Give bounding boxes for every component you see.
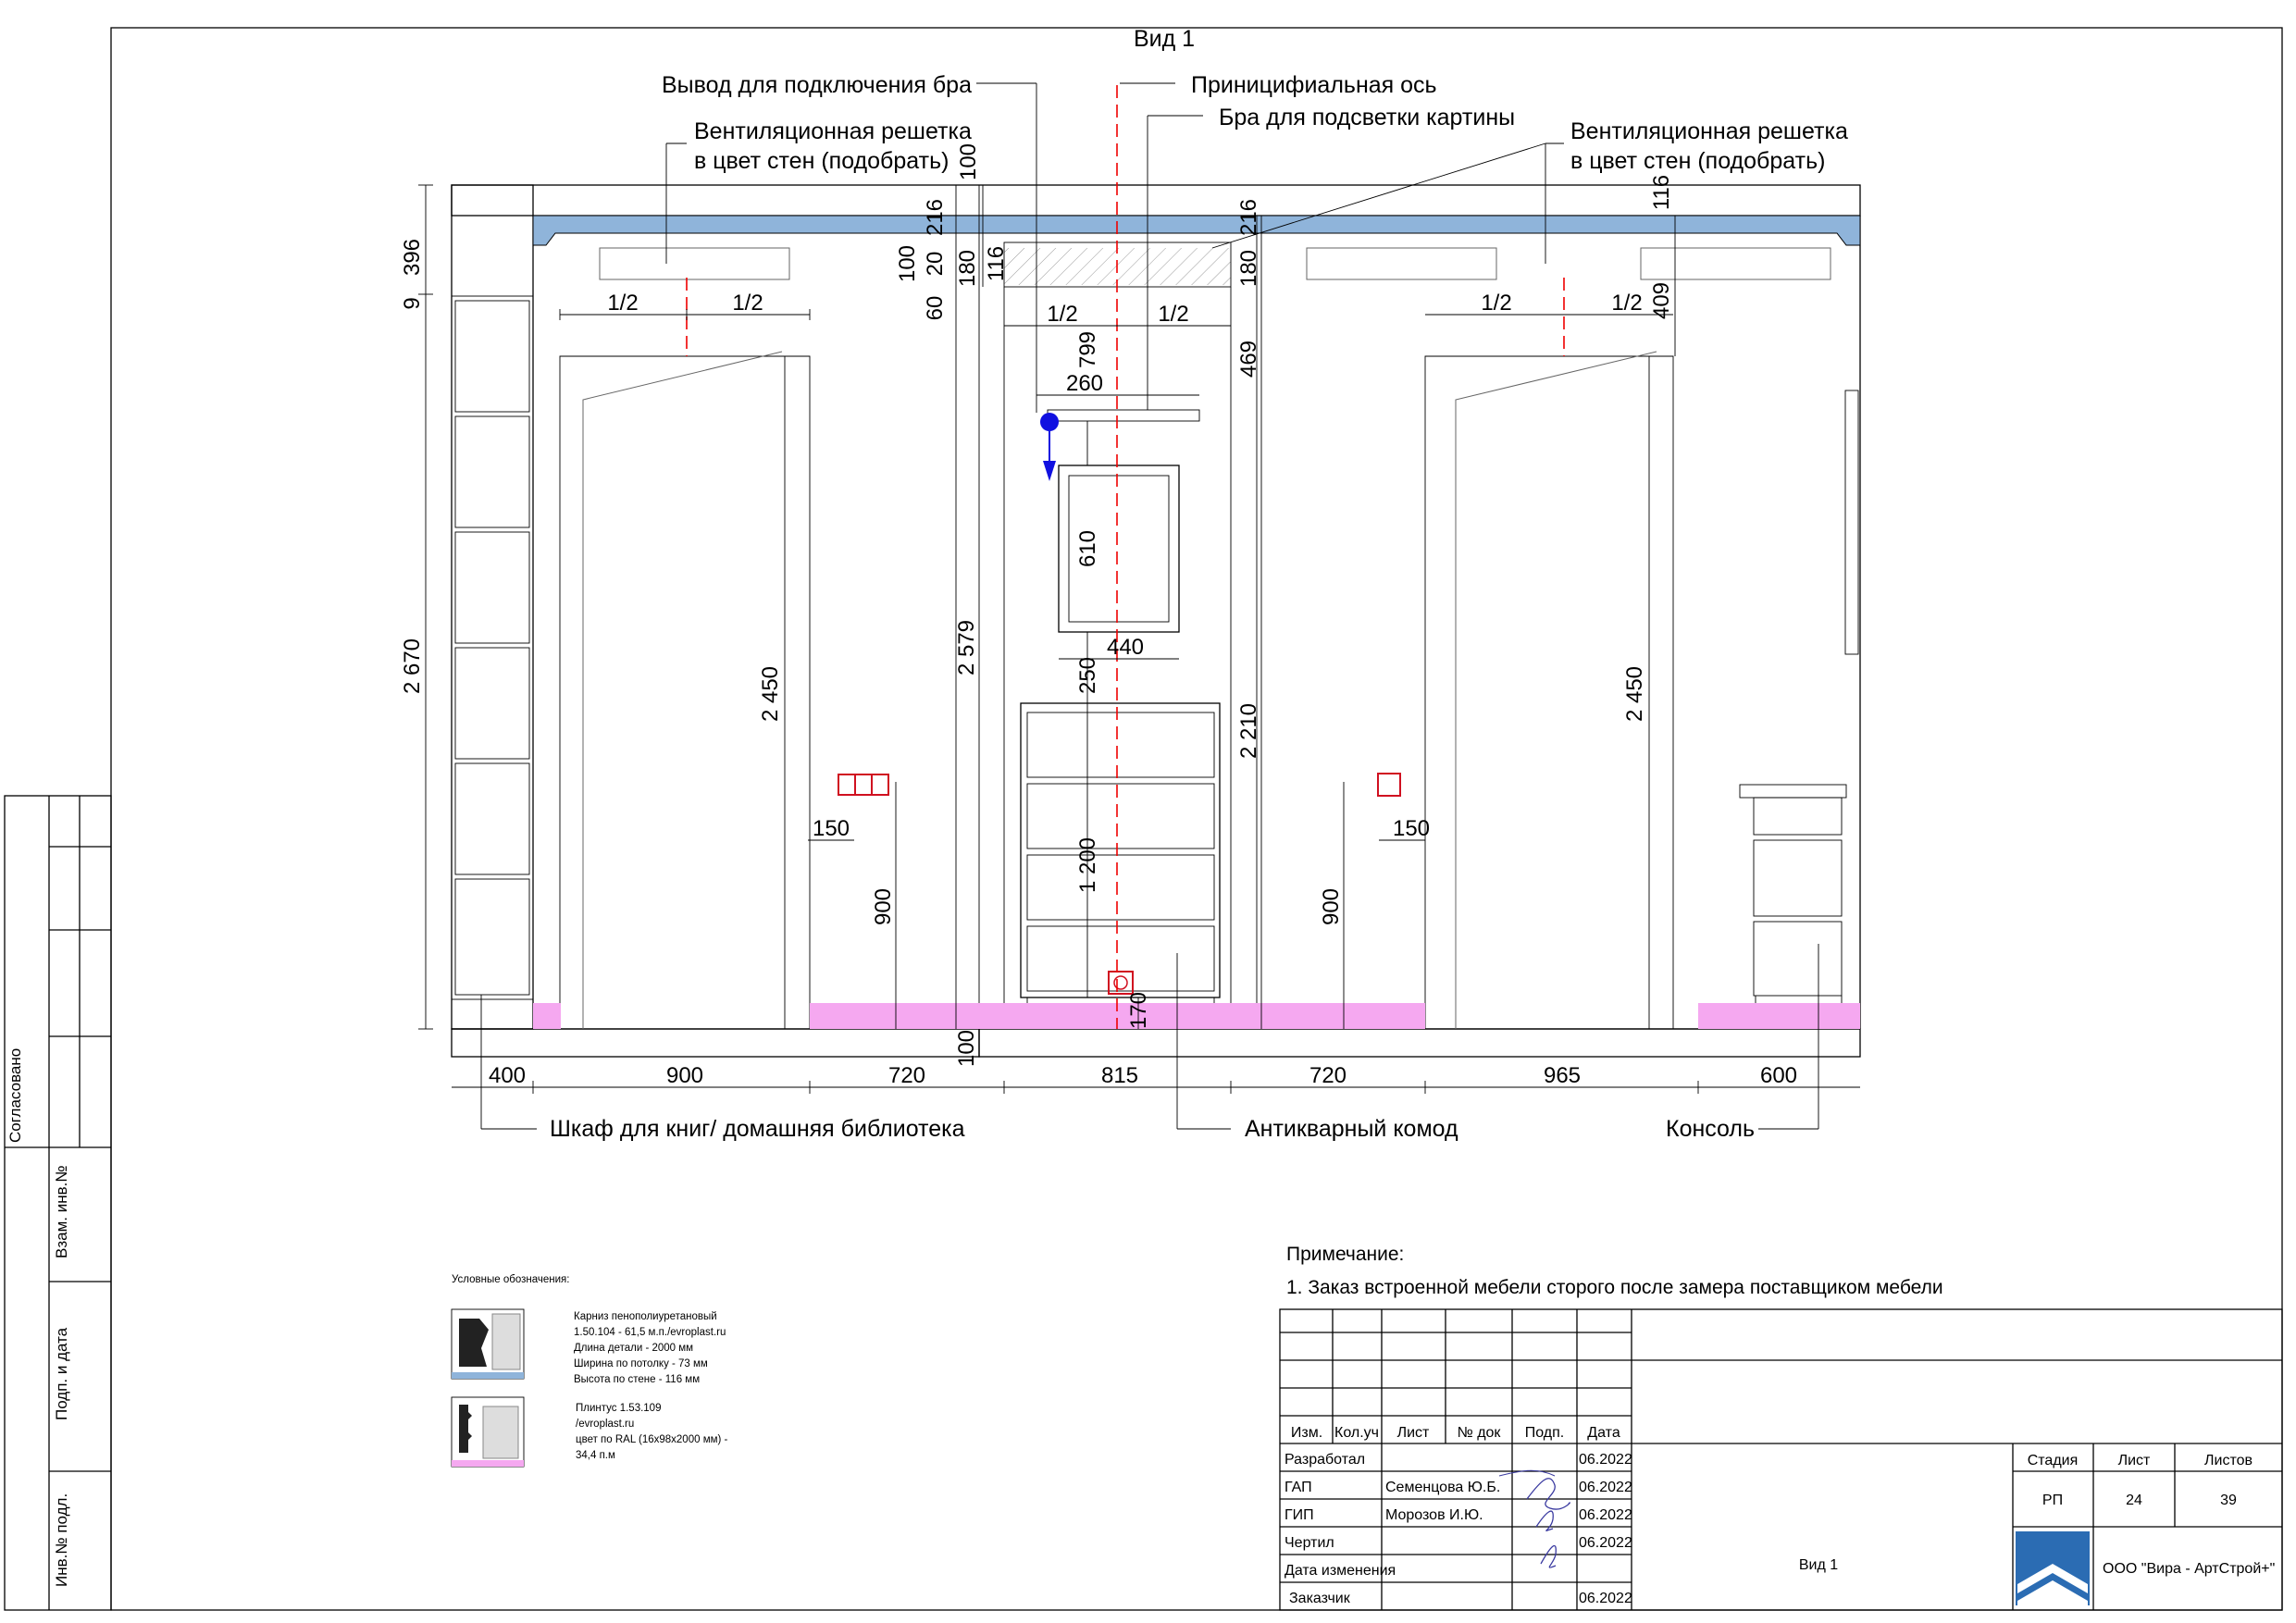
tb-header-sign: Подп. bbox=[1524, 1425, 1565, 1441]
callout-main-axis: Приницифиальная ось bbox=[1191, 72, 1437, 98]
tb-stage: РП bbox=[2042, 1493, 2064, 1508]
tb-row-role-0: Разработал bbox=[1285, 1452, 1366, 1468]
sconce-outlet-marker bbox=[1040, 413, 1059, 431]
tb-company: ООО "Вира - АртСтрой+" bbox=[2103, 1561, 2276, 1577]
callout-sconce-outlet: Вывод для подключения бра bbox=[662, 72, 972, 98]
dim-chain-720-b: 720 bbox=[1309, 1063, 1347, 1088]
dim-900-right: 900 bbox=[1319, 887, 1344, 926]
vent-grille-right-b bbox=[1641, 248, 1831, 279]
side-stamp bbox=[5, 796, 111, 1610]
callout-bookcase: Шкаф для книг/ домашняя библиотека bbox=[550, 1116, 965, 1142]
dim-116-right: 116 bbox=[1649, 174, 1674, 211]
callout-picture-sconce: Бра для подсветки картины bbox=[1219, 105, 1516, 130]
dim-2210: 2 210 bbox=[1236, 702, 1261, 760]
tb-sheet-label: Лист bbox=[2117, 1453, 2151, 1468]
stamp-replaced-inv: Взам. инв.№ bbox=[53, 1165, 70, 1258]
dim-chain-965: 965 bbox=[1543, 1063, 1582, 1088]
tb-row-role-1: ГАП bbox=[1285, 1480, 1312, 1495]
dim-610: 610 bbox=[1075, 529, 1100, 568]
legend-item1-l4: Ширина по потолку - 73 мм bbox=[574, 1358, 708, 1369]
dim-170: 170 bbox=[1126, 991, 1151, 1030]
dim-100-bottom: 100 bbox=[954, 1029, 979, 1068]
tb-header-date: Дата bbox=[1587, 1425, 1620, 1441]
dim-mid-half-b: 1/2 bbox=[1158, 302, 1189, 327]
dim-409: 409 bbox=[1649, 281, 1674, 320]
callout-leaders bbox=[481, 83, 1818, 1129]
tb-row-date-0: 06.2022 bbox=[1579, 1452, 1632, 1468]
legend-item1-l2: 1.50.104 - 61,5 м.п./evroplast.ru bbox=[574, 1327, 726, 1338]
tb-header-doc: № док bbox=[1457, 1425, 1501, 1441]
dim-chain-900: 900 bbox=[665, 1063, 704, 1088]
dim-1200: 1 200 bbox=[1075, 836, 1100, 894]
note-text: 1. Заказ встроенной мебели сторого после замера поставщиком мебели bbox=[1286, 1277, 1943, 1298]
dim-mid-half-a: 1/2 bbox=[1047, 302, 1078, 327]
tb-row-role-3: Чертил bbox=[1285, 1535, 1334, 1551]
dim-180-right: 180 bbox=[1236, 249, 1261, 288]
dim-left-half-b: 1/2 bbox=[732, 291, 763, 316]
callout-vent-left-2: в цвет стен (подобрать) bbox=[694, 148, 949, 174]
dim-chain-400: 400 bbox=[488, 1063, 527, 1088]
dim-396: 396 bbox=[400, 238, 425, 277]
legend-item2-l2: /evroplast.ru bbox=[576, 1419, 635, 1430]
legend-item2-l1: Плинтус 1.53.109 bbox=[576, 1403, 662, 1414]
dim-150-right: 150 bbox=[1392, 816, 1431, 841]
dim-469: 469 bbox=[1236, 340, 1261, 378]
tb-sheet: 24 bbox=[2126, 1493, 2142, 1508]
plinth bbox=[533, 1003, 1860, 1029]
tb-row-role-2: ГИП bbox=[1285, 1507, 1314, 1523]
dim-20: 20 bbox=[923, 251, 948, 277]
dim-2579: 2 579 bbox=[954, 619, 979, 676]
vent-grille-left bbox=[600, 248, 789, 279]
dim-260: 260 bbox=[1065, 371, 1104, 396]
dim-chain-815: 815 bbox=[1100, 1063, 1139, 1088]
tb-header-izm: Изм. bbox=[1290, 1425, 1323, 1441]
stamp-agreed: Согласовано bbox=[6, 1047, 24, 1143]
dim-chain-720-a: 720 bbox=[887, 1063, 926, 1088]
wall-panel-right bbox=[1845, 390, 1858, 654]
dim-2450-left: 2 450 bbox=[758, 665, 783, 723]
callout-console: Консоль bbox=[1666, 1116, 1756, 1142]
dim-180-left: 180 bbox=[955, 249, 980, 288]
tb-header-list: Лист bbox=[1396, 1425, 1430, 1441]
note-title: Примечание: bbox=[1286, 1244, 1405, 1265]
tb-header-kol: Кол.уч bbox=[1334, 1425, 1379, 1441]
legend-item2-l3: цвет по RAL (16x98x2000 мм) - bbox=[576, 1434, 728, 1445]
dim-799: 799 bbox=[1075, 330, 1100, 369]
dim-900-left: 900 bbox=[871, 887, 896, 926]
tb-sheets-label: Листов bbox=[2204, 1453, 2253, 1468]
view-title: Вид 1 bbox=[1133, 26, 1196, 52]
dim-9: 9 bbox=[400, 297, 425, 310]
legend-item1-l3: Длина детали - 2000 мм bbox=[574, 1343, 694, 1354]
tb-row-date-5: 06.2022 bbox=[1579, 1591, 1632, 1606]
dim-216-right: 216 bbox=[1236, 198, 1261, 237]
vent-grille-right-a bbox=[1307, 248, 1496, 279]
legend-item1-l1: Карниз пенополиуретановый bbox=[574, 1311, 717, 1322]
cornice bbox=[533, 216, 1860, 245]
socket-floor bbox=[1109, 972, 1133, 994]
legend-title: Условные обозначения: bbox=[452, 1274, 570, 1285]
socket-triple bbox=[838, 774, 888, 795]
dim-2450-right: 2 450 bbox=[1622, 665, 1647, 723]
legend-item2-l4: 34,4 п.м bbox=[576, 1450, 615, 1461]
dim-chain-600: 600 bbox=[1759, 1063, 1798, 1088]
dim-150-left: 150 bbox=[812, 816, 850, 841]
legend bbox=[452, 1274, 728, 1467]
bottom-dim-chain bbox=[489, 1063, 1797, 1088]
dim-250: 250 bbox=[1075, 656, 1100, 695]
bookcase bbox=[452, 296, 533, 999]
tb-row-date-1: 06.2022 bbox=[1579, 1480, 1632, 1495]
tb-sheets: 39 bbox=[2220, 1493, 2237, 1508]
dim-left-half-a: 1/2 bbox=[607, 291, 639, 316]
tb-row-date-2: 06.2022 bbox=[1579, 1507, 1632, 1523]
antique-chest bbox=[1021, 703, 1220, 1030]
tb-row-role-5: Заказчик bbox=[1289, 1591, 1350, 1606]
stamp-sign-date: Подп. и дата bbox=[53, 1327, 70, 1420]
picture-sconce bbox=[1048, 410, 1199, 421]
callout-vent-right-2: в цвет стен (подобрать) bbox=[1570, 148, 1826, 174]
callout-vent-right-1: Вентиляционная решетка bbox=[1570, 118, 1848, 144]
dim-100-top: 100 bbox=[956, 142, 981, 181]
callout-antique-chest: Антикварный комод bbox=[1245, 1116, 1458, 1142]
dim-2670: 2 670 bbox=[400, 638, 425, 695]
tb-row-date-3: 06.2022 bbox=[1579, 1535, 1632, 1551]
tb-sheet-title: Вид 1 bbox=[1798, 1557, 1839, 1573]
callout-vent-left-1: Вентиляционная решетка bbox=[694, 118, 972, 144]
company-logo-icon bbox=[2016, 1531, 2090, 1605]
socket-single bbox=[1378, 774, 1400, 796]
signatures bbox=[1499, 1470, 1570, 1567]
dim-right-half-b: 1/2 bbox=[1611, 291, 1643, 316]
tb-row-name-2: Морозов И.Ю. bbox=[1385, 1507, 1483, 1523]
console bbox=[1740, 785, 1846, 1029]
dim-116-left: 116 bbox=[984, 245, 1009, 282]
tb-row-name-1: Семенцова Ю.Б. bbox=[1385, 1480, 1501, 1495]
dim-60: 60 bbox=[923, 295, 948, 321]
dim-216-left: 216 bbox=[923, 198, 948, 237]
tb-row-role-4: Дата изменения bbox=[1285, 1563, 1396, 1579]
dim-right-half-a: 1/2 bbox=[1481, 291, 1512, 316]
legend-item1-l5: Высота по стене - 116 мм bbox=[574, 1374, 701, 1385]
dim-100-mid: 100 bbox=[895, 244, 920, 283]
stamp-inv-orig: Инв.№ подл. bbox=[53, 1493, 70, 1587]
tb-stage-label: Стадия bbox=[2027, 1453, 2079, 1468]
dim-440: 440 bbox=[1106, 635, 1145, 660]
